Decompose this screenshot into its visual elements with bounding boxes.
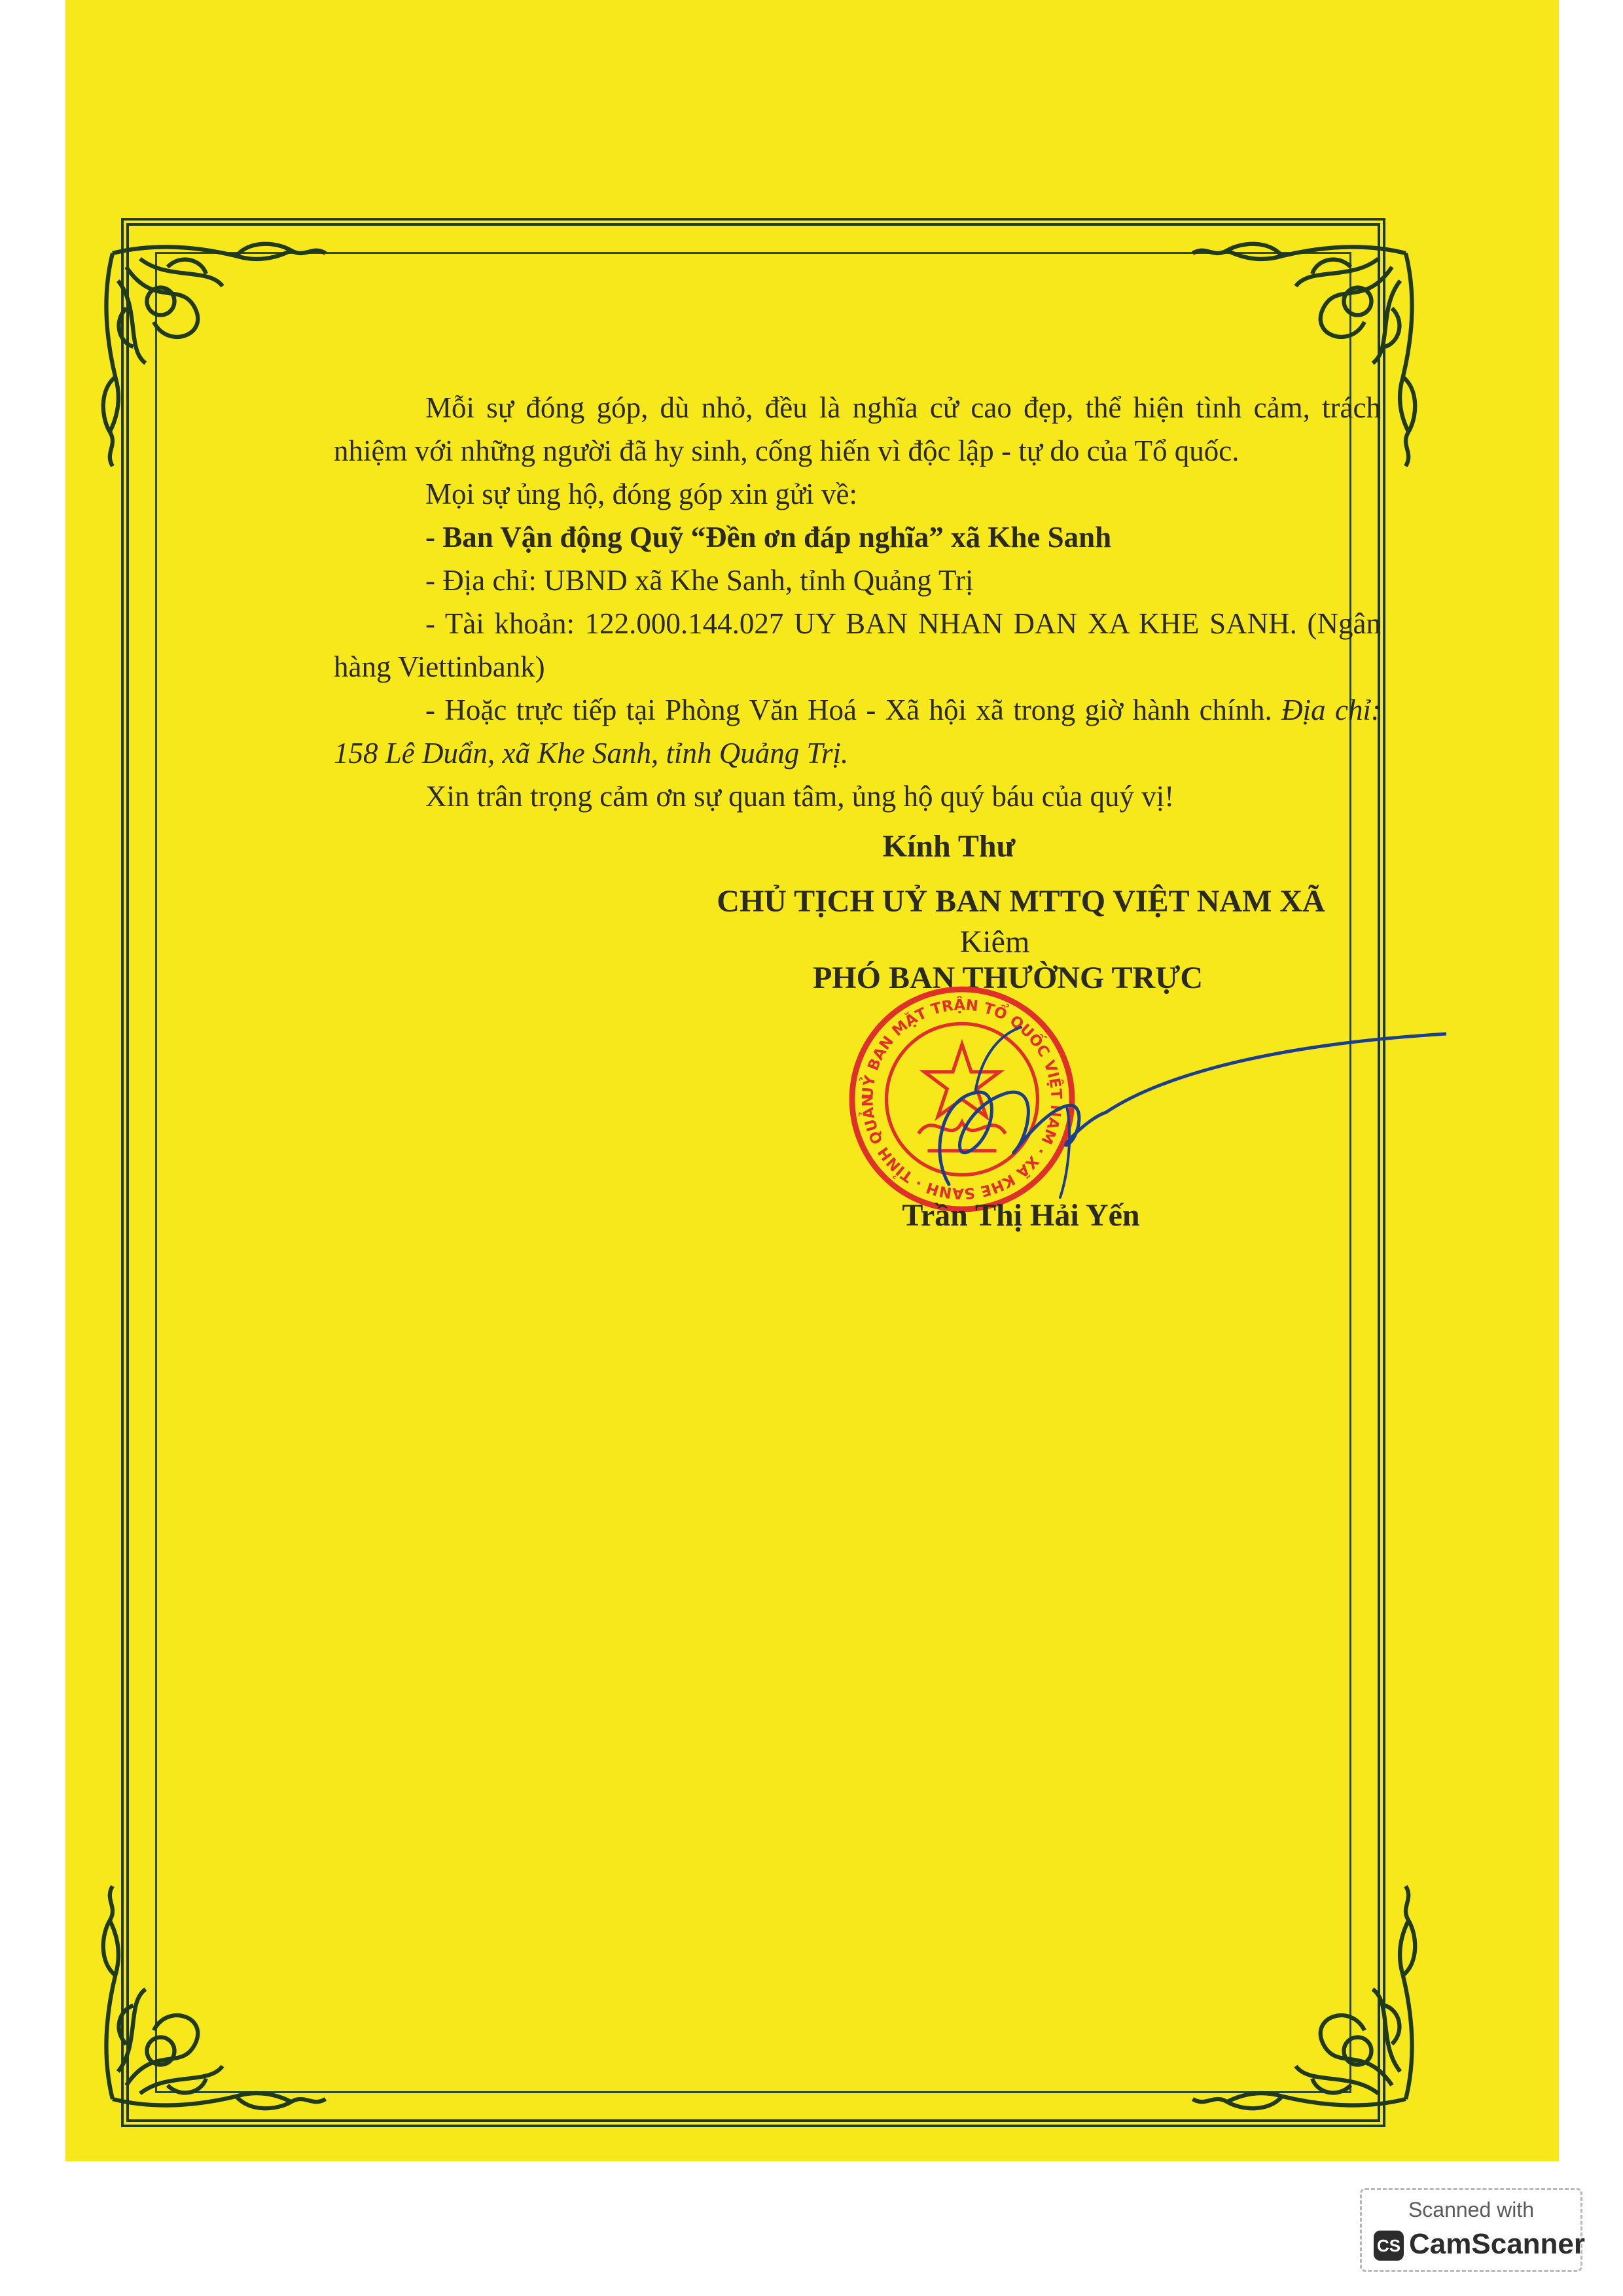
paragraph-in-person: [334, 688, 1381, 775]
handwritten-signature: [870, 988, 1446, 1204]
corner-ornament-bottom-right: [1158, 1852, 1433, 2127]
paragraph-send-to: Mọi sự ủng hộ, đóng góp xin gửi về:: [425, 478, 858, 510]
seal-text: UỶ BAN MẶT TRẬN TỔ QUỐC VIỆT NAM · XÃ KHE SANH · TỈNH QUẢN: [859, 997, 1065, 1202]
paragraph-bank-account: - Tài khoản: 122.000.144.027 UY BAN NHAN DAN XA KHE SANH. (Ngân hàng Viettinbank): [334, 607, 1381, 683]
watermark-brand: CamScanner: [1409, 2228, 1586, 2260]
signer-name: Trần Thị Hải Yến: [902, 1198, 1140, 1233]
camscanner-watermark: [1360, 2188, 1586, 2272]
paragraph-contribution-meaning: Mỗi sự đóng góp, dù nhỏ, đều là nghĩa cử cao đẹp, thể hiện tình cảm, trách nhiệm với những người đã hy sinh, cống hiến vì độc lập - tự do của Tổ quốc.: [334, 391, 1381, 467]
paragraph-thanks: Xin trân trọng cảm ơn sự quan tâm, ủng hộ quý báu của quý vị!: [425, 780, 1175, 813]
camscanner-logo-icon: CS: [1374, 2231, 1404, 2261]
signer-title-concurrently: Kiêm: [959, 925, 1030, 959]
corner-ornament-top-left: [85, 226, 360, 501]
paragraph-address: - Địa chỉ: UBND xã Khe Sanh, tỉnh Quảng Trị: [425, 564, 974, 597]
in-person-address: Địa chỉ: 158 Lê Duẩn, xã Khe Sanh, tỉnh Quảng Trị.: [334, 694, 1381, 769]
watermark-caption: Scanned with: [1408, 2198, 1535, 2221]
corner-ornament-bottom-left: [85, 1852, 360, 2127]
signer-title-vice-head: PHÓ BAN THƯỜNG TRỰC: [812, 961, 1204, 995]
in-person-text: - Hoặc trực tiếp tại Phòng Văn Hoá - Xã hội xã trong giờ hành chính.: [425, 694, 1282, 726]
signer-title-chairman: CHỦ TỊCH UỶ BAN MTTQ VIỆT NAM XÃ: [717, 884, 1325, 919]
greeting: Kính Thư: [882, 829, 1016, 864]
paragraph-fund-committee: - Ban Vận động Quỹ “Đền ơn đáp nghĩa” xã Khe Sanh: [425, 521, 1112, 554]
letter-body: [334, 386, 1381, 818]
